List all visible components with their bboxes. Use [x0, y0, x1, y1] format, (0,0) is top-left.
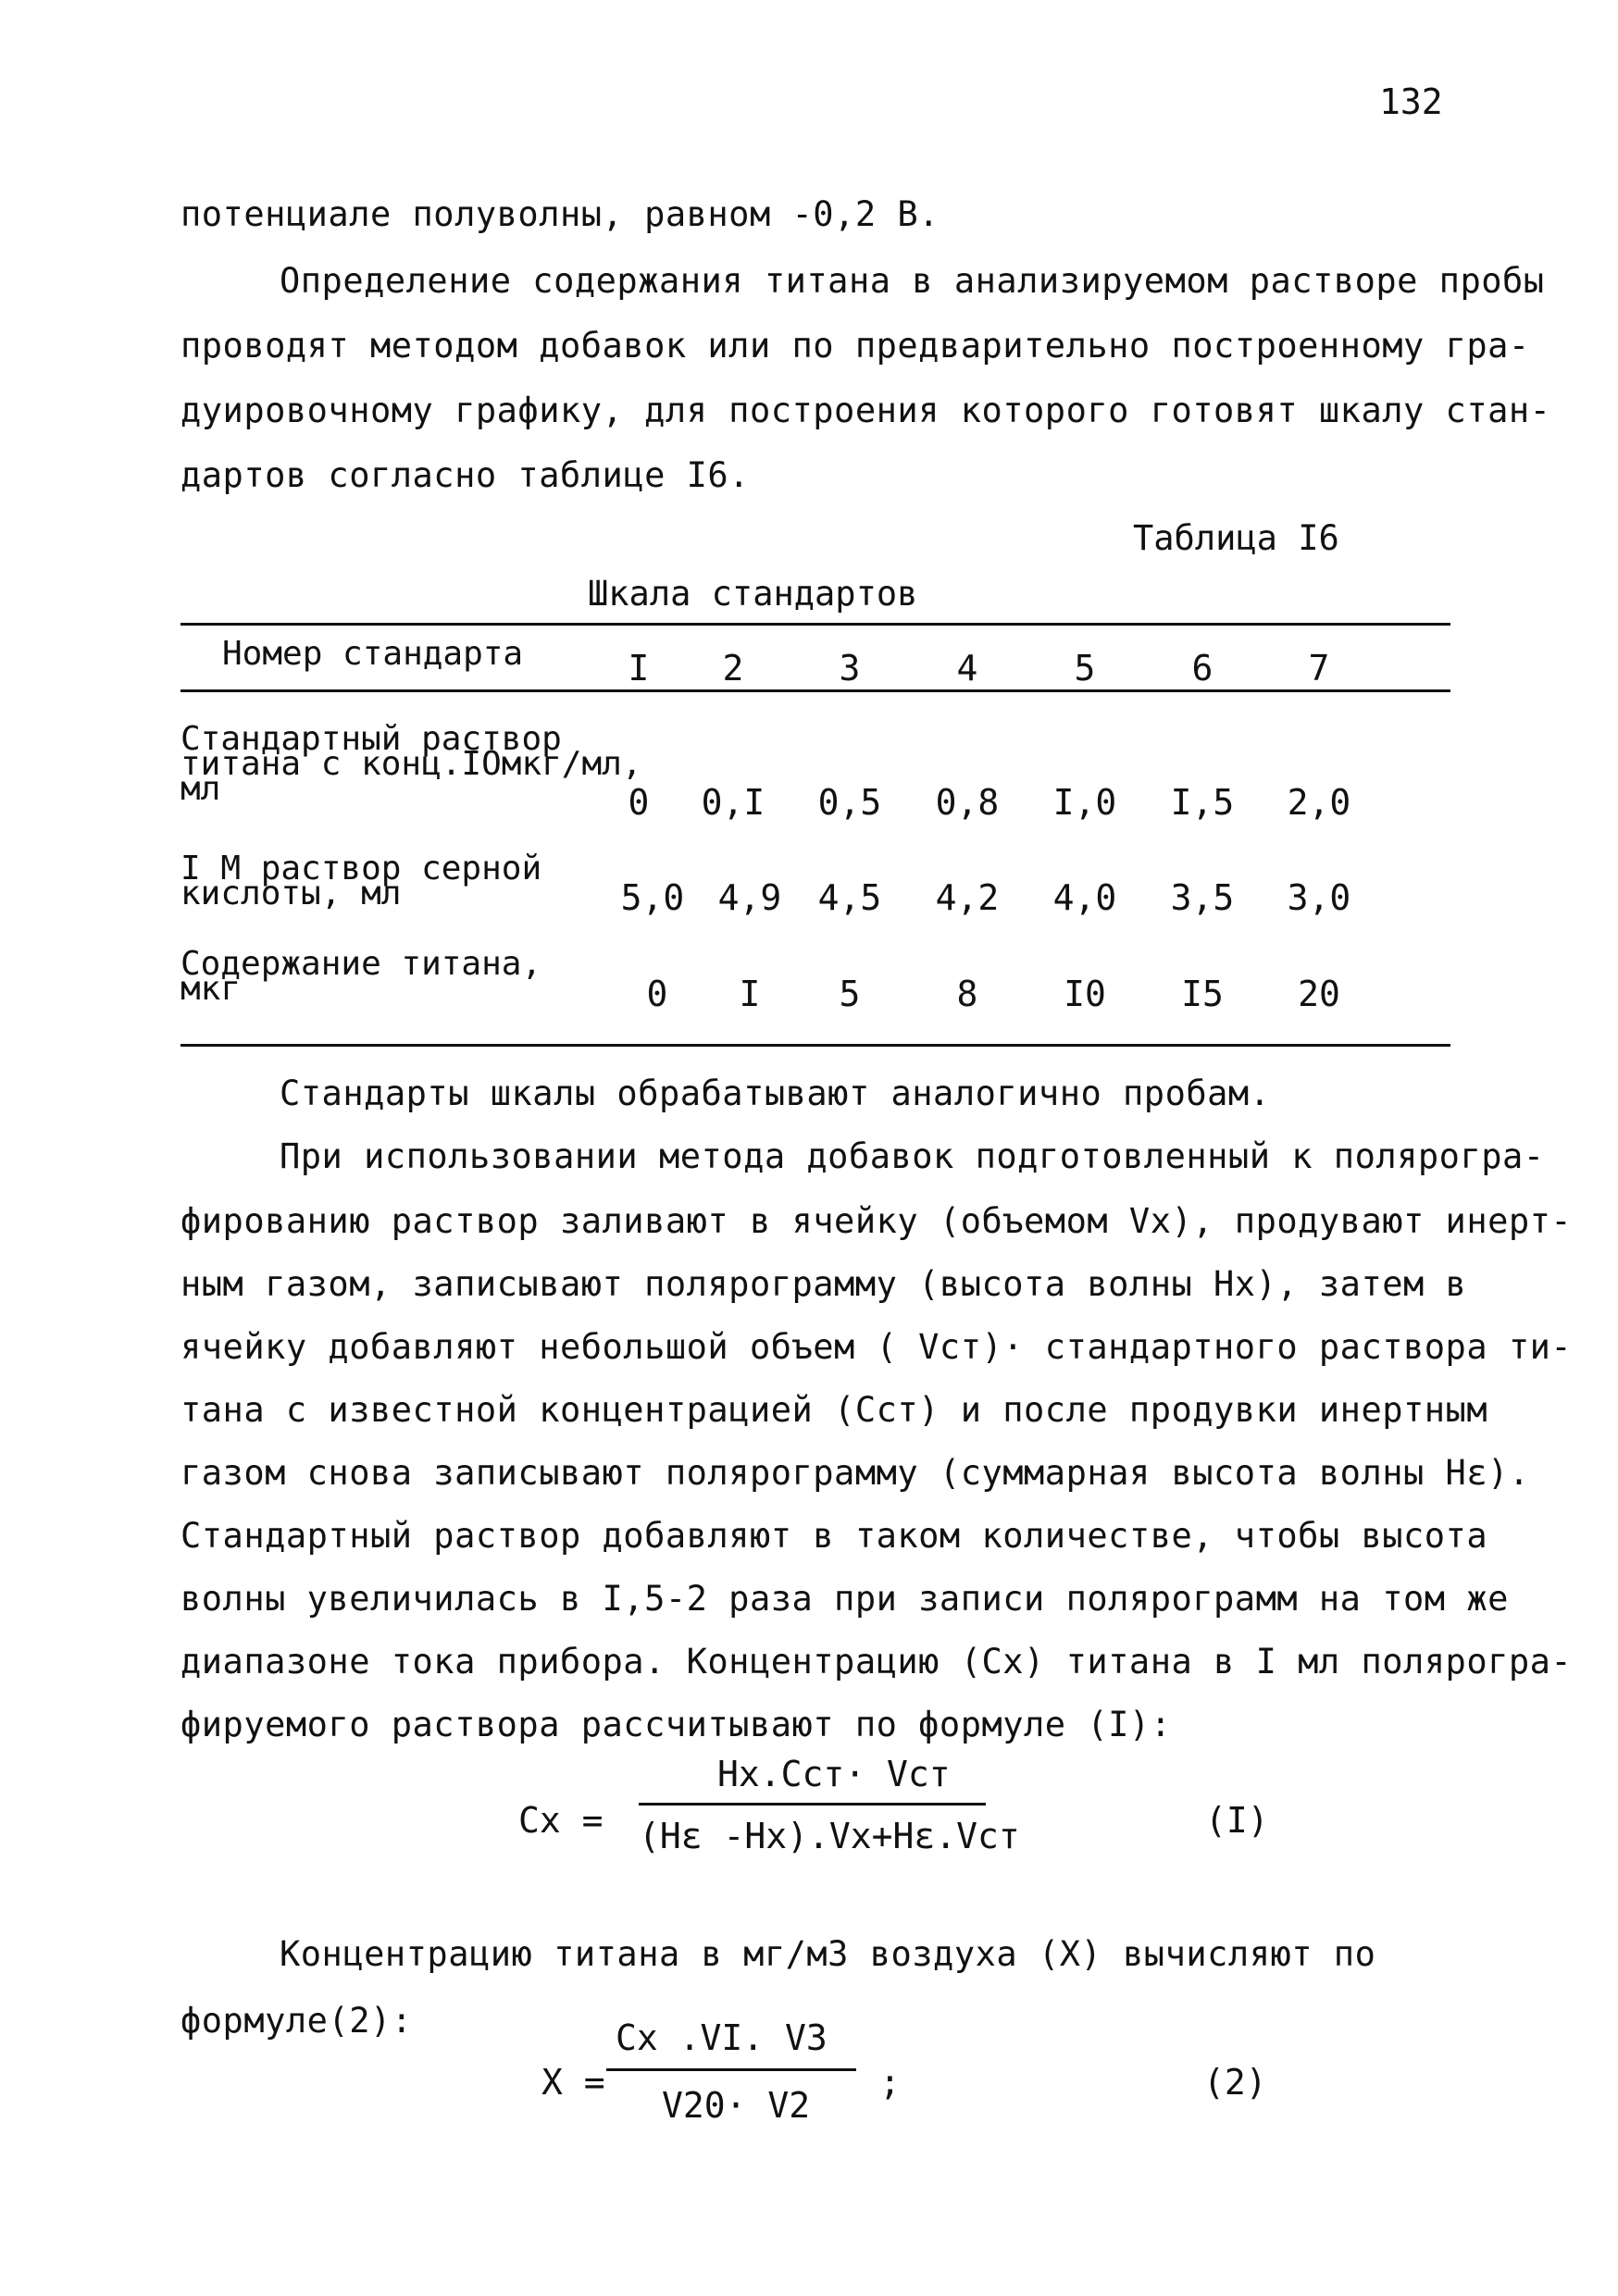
header-label: Номер стандарта: [222, 635, 524, 673]
formula-2-numerator: Cx .VI. V3: [616, 2017, 828, 2058]
table-bottom-rule: [180, 1044, 1450, 1047]
table-cell: 20: [1298, 974, 1340, 1014]
table-header-rule: [180, 689, 1450, 692]
table-cell: 5,0: [620, 877, 685, 918]
after-line-2: формуле(2):: [180, 2001, 413, 2041]
row-label: Содержание титана, мкг: [180, 945, 542, 1008]
column-header: 2: [722, 648, 744, 689]
table-cell: 0,5: [817, 782, 882, 823]
table-cell: 0,8: [935, 782, 1000, 823]
table-cell: 4,5: [817, 877, 882, 918]
table-cell: 5: [839, 974, 861, 1014]
column-header: 4: [956, 648, 978, 689]
page-number: 132: [1379, 81, 1443, 122]
body-line-4: ным газом, записывают полярограмму (высота волны Hx), затем в: [180, 1264, 1467, 1304]
intro-line-3: проводят методом добавок или по предварительно построенному гра-: [180, 326, 1530, 366]
table-cell: 3,0: [1287, 877, 1351, 918]
formula-1-fraction-bar: [639, 1803, 986, 1806]
column-header: 3: [839, 648, 861, 689]
intro-line-2: Определение содержания титана в анализируемом растворе пробы: [280, 261, 1545, 301]
formula-2-label: (2): [1203, 2062, 1267, 2103]
body-line-5: ячейку добавляют небольшой объем ( Vст)· стандартного раствора ти-: [180, 1327, 1573, 1367]
column-header: 5: [1074, 648, 1096, 689]
table-cell: 8: [956, 974, 978, 1014]
column-header: 6: [1191, 648, 1214, 689]
table-cell: I0: [1064, 974, 1106, 1014]
table-cell: 0: [628, 782, 650, 823]
after-line-1: Концентрацию титана в мг/м3 воздуха (X) вычисляют по: [280, 1934, 1376, 1974]
table-cell: 3,5: [1170, 877, 1235, 918]
body-line-9: волны увеличилась в I,5-2 раза при записи полярограмм на том же: [180, 1579, 1509, 1619]
table-cell: I: [739, 974, 761, 1014]
body-line-3: фированию раствор заливают в ячейку (объемом Vx), продувают инерт-: [180, 1201, 1573, 1241]
table-cell: 4,2: [935, 877, 1000, 918]
table-cell: 0: [646, 974, 668, 1014]
body-line-2: При использовании метода добавок подготовленный к полярогра-: [280, 1136, 1545, 1176]
body-line-7: газом снова записывают полярограмму (суммарная высота волны Hε).: [180, 1453, 1530, 1493]
formula-1-numerator: Hx.Cст· Vст: [717, 1754, 951, 1794]
table-caption: Таблица I6: [1133, 518, 1339, 558]
body-line-10: диапазоне тока прибора. Концентрацию (Cx) титана в I мл полярогра-: [180, 1642, 1573, 1682]
formula-2-fraction-bar: [606, 2068, 856, 2071]
intro-line-5: дартов согласно таблице I6.: [180, 455, 750, 495]
body-line-8: Стандартный раствор добавляют в таком количестве, чтобы высота: [180, 1516, 1488, 1556]
column-header: 7: [1308, 648, 1330, 689]
formula-1-lhs: Cx =: [518, 1800, 604, 1841]
table-cell: 4,9: [717, 877, 782, 918]
table-cell: 4,0: [1052, 877, 1117, 918]
row-label: Стандартный раствор титана с конц.IОмкг/мл, мл: [180, 720, 642, 808]
formula-2-denominator: V20· V2: [662, 2085, 811, 2126]
table-cell: 2,0: [1287, 782, 1351, 823]
intro-line-1: потенциале полуволны, равном -0,2 В.: [180, 194, 940, 234]
body-line-1: Стандарты шкалы обрабатывают аналогично пробам.: [280, 1074, 1271, 1113]
formula-1-denominator: (Hε -Hx).Vx+Hε.Vст: [639, 1816, 1020, 1856]
column-header: I: [628, 648, 650, 689]
table-cell: I,0: [1052, 782, 1117, 823]
body-line-6: тана с известной концентрацией (Cст) и после продувки инертным: [180, 1390, 1488, 1430]
table-cell: I,5: [1170, 782, 1235, 823]
table-title: Шкала стандартов: [588, 574, 918, 614]
intro-line-4: дуировочному графику, для построения которого готовят шкалу стан-: [180, 391, 1551, 430]
formula-2-lhs: X =: [541, 2062, 605, 2103]
formula-1-label: (I): [1205, 1800, 1269, 1841]
table-cell: I5: [1181, 974, 1224, 1014]
body-line-11: фируемого раствора рассчитывают по формуле (I):: [180, 1705, 1172, 1744]
table-top-rule: [180, 623, 1450, 626]
table-cell: 0,I: [701, 782, 765, 823]
formula-2-tail: ;: [879, 2062, 901, 2103]
row-label: I М раствор серной кислоты, мл: [180, 850, 542, 912]
